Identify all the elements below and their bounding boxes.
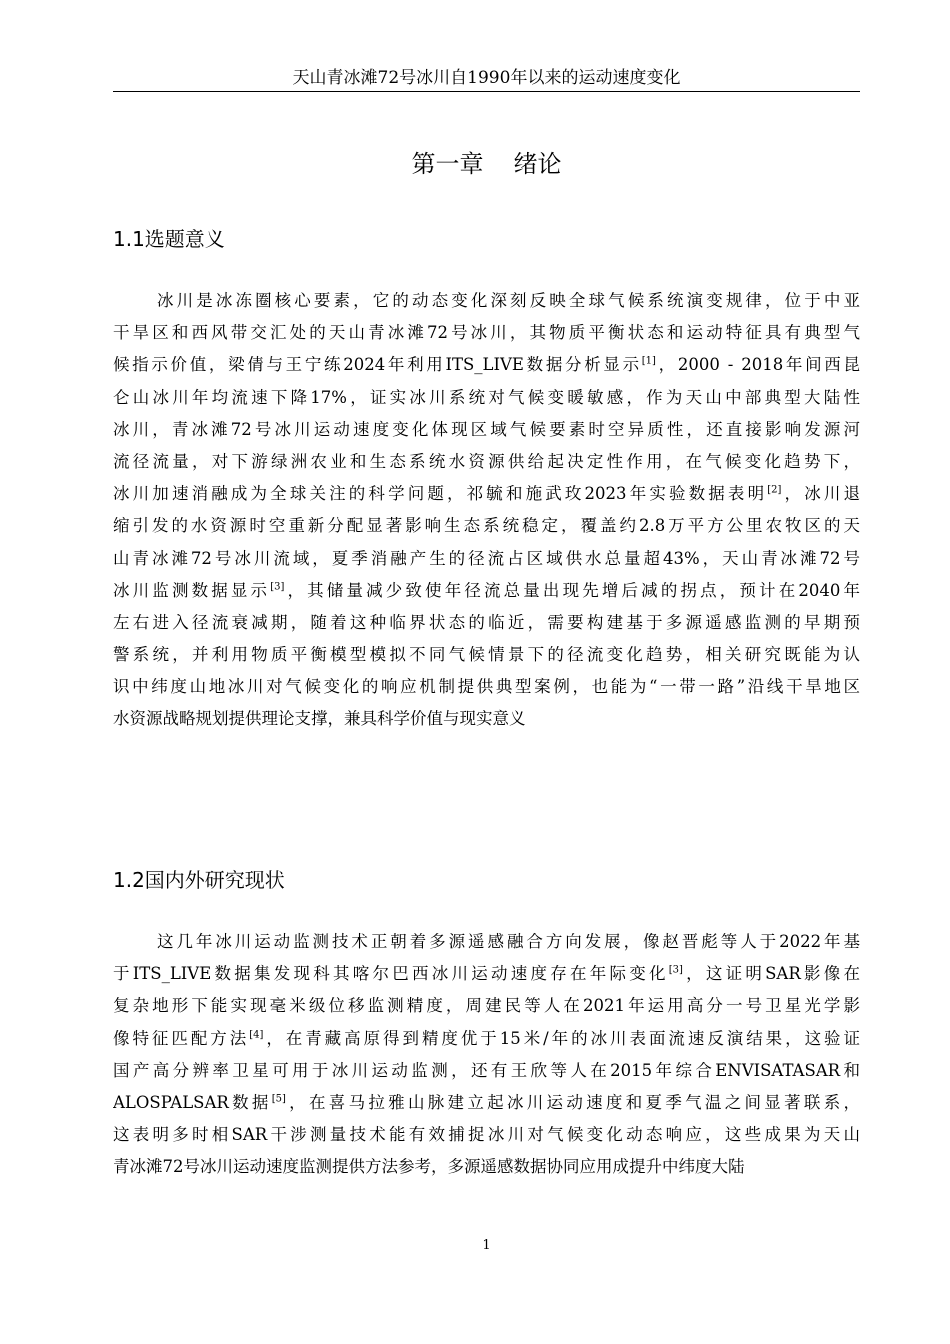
text-line — [113, 671, 860, 703]
text-segment: 这几年冰川运动监测技术正朝着多源遥感融合方向发展，像赵晋彪等人于2022年基 — [157, 932, 860, 951]
text-segment: ，2000 - 2018年间西昆 — [655, 355, 860, 375]
text-segment: 干旱区和西风带交汇处的天山青冰滩72号冰川，其物质平衡状态和运动特征具有典型气 — [113, 323, 860, 343]
text-segment: 像特征匹配方法 — [113, 1028, 250, 1048]
chapter-number: 第一章 — [411, 150, 484, 178]
running-header: 天山青冰滩72号冰川自1990年以来的运动速度变化 — [292, 68, 681, 88]
text-segment: 青冰滩72号冰川运动速度监测提供方法参考，多源遥感数据协同应用成提升中纬度大陆 — [113, 1157, 745, 1177]
text-line — [113, 1119, 860, 1151]
text-line — [113, 414, 860, 446]
text-line — [113, 607, 860, 639]
text-segment: ，在青藏高原得到精度优于15米/年的冰川表面流速反演结果，这验证 — [263, 1028, 860, 1048]
text-line — [113, 1023, 860, 1055]
text-line — [113, 478, 860, 510]
citation-reference: [5] — [271, 1093, 286, 1105]
text-segment: 于ITS_LIVE数据集发现科其喀尔巴西冰川运动速度存在年际变化 — [113, 964, 669, 984]
text-segment: 冰川是冰冻圈核心要素，它的动态变化深刻反映全球气候系统演变规律，位于中亚 — [157, 291, 860, 310]
text-segment: ，其储量减少致使年径流总量出现先增后减的拐点，预计在2040年 — [284, 580, 860, 600]
section-heading-1-1: 1.1选题意义 — [113, 227, 225, 251]
citation-reference: [2] — [767, 484, 782, 496]
paragraph-significance — [113, 285, 860, 736]
text-segment: 流径流量，对下游绿洲农业和生态系统水资源供给起决定性作用，在气候变化趋势下， — [113, 451, 860, 471]
text-segment: 国产高分辨率卫星可用于冰川运动监测，还有王欣等人在2015年综合ENVISATASAR和 — [113, 1060, 860, 1080]
chapter-title — [113, 148, 860, 180]
text-segment: 仑山冰川年均流速下降17%，证实冰川系统对气候变暖敏感，作为天山中部典型大陆性 — [113, 387, 860, 407]
header-rule — [113, 91, 860, 92]
text-segment: 水资源战略规划提供理论支撑，兼具科学价值与现实意义 — [113, 709, 526, 729]
text-line — [113, 703, 860, 735]
text-segment: 冰川监测数据显示 — [113, 580, 271, 600]
citation-reference: [1] — [641, 355, 656, 367]
citation-reference: [3] — [270, 581, 285, 593]
paragraph-research-status — [113, 926, 860, 1184]
text-segment: 山青冰滩72号冰川流域，夏季消融产生的径流占区域供水总量超43%，天山青冰滩72号 — [113, 548, 860, 568]
text-segment: ，在喜马拉雅山脉建立起冰川运动速度和夏季气温之间显著联系， — [285, 1092, 860, 1112]
text-segment: 复杂地形下能实现毫米级位移监测精度，周建民等人在2021年运用高分一号卫星光学影 — [113, 996, 860, 1016]
text-line — [113, 1151, 860, 1183]
text-segment: 这表明多时相SAR干涉测量技术能有效捕捉冰川对气候变化动态响应，这些成果为天山 — [113, 1125, 860, 1145]
text-line — [113, 510, 860, 542]
section-heading-1-2: 1.2国内外研究现状 — [113, 868, 285, 892]
text-segment: 冰川，青冰滩72号冰川运动速度变化体现区域气候要素时空异质性，还直接影响发源河 — [113, 419, 860, 439]
citation-reference: [4] — [249, 1029, 264, 1041]
text-line — [113, 446, 860, 478]
text-line — [113, 349, 860, 381]
text-segment: ，冰川退 — [781, 484, 860, 504]
citation-reference: [3] — [668, 964, 683, 976]
text-line — [113, 926, 860, 958]
text-segment: ，这证明SAR影像在 — [682, 964, 860, 984]
text-line — [113, 575, 860, 607]
text-line — [113, 317, 860, 349]
text-segment: ALOSPALSAR数据 — [113, 1092, 272, 1112]
text-segment: 候指示价值，梁倩与王宁练2024年利用ITS_LIVE数据分析显示 — [113, 355, 642, 375]
text-line — [113, 285, 860, 317]
text-line — [113, 958, 860, 990]
text-segment: 警系统，并利用物质平衡模型模拟不同气候情景下的径流变化趋势，相关研究既能为认 — [113, 645, 860, 665]
text-line — [113, 1055, 860, 1087]
page-number: 1 — [482, 1238, 491, 1253]
chapter-name: 绪论 — [513, 150, 562, 178]
text-line — [113, 543, 860, 575]
text-line — [113, 639, 860, 671]
text-segment: 左右进入径流衰减期，随着这种临界状态的临近，需要构建基于多源遥感监测的早期预 — [113, 612, 860, 632]
text-segment: 识中纬度山地冰川对气候变化的响应机制提供典型案例，也能为“一带一路”沿线干旱地区 — [113, 677, 860, 697]
text-segment: 冰川加速消融成为全球关注的科学问题，祁毓和施武玫2023年实验数据表明 — [113, 484, 768, 504]
text-line — [113, 1087, 860, 1119]
text-segment: 缩引发的水资源时空重新分配显著影响生态系统稳定，覆盖约2.8万平方公里农牧区的天 — [113, 516, 860, 536]
text-line — [113, 990, 860, 1022]
text-line — [113, 382, 860, 414]
